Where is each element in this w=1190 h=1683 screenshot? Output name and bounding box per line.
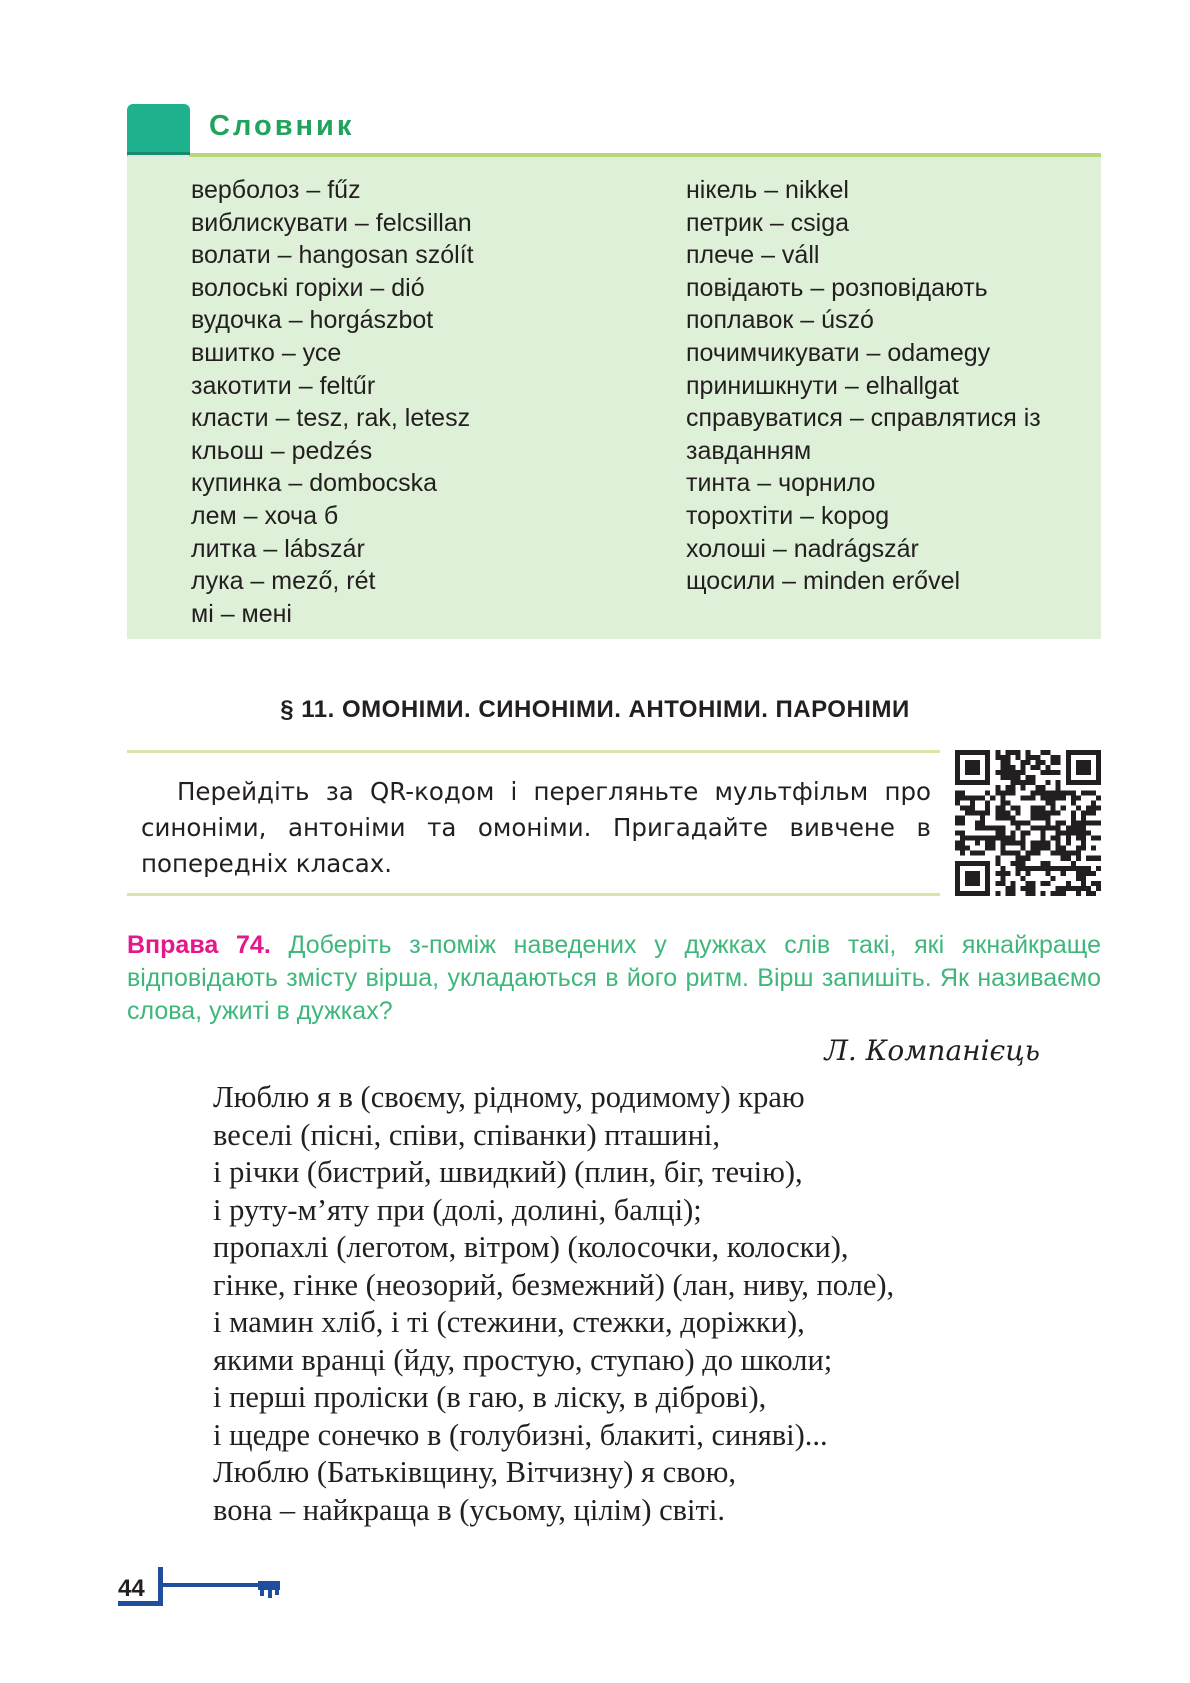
dictionary-entry: поплавок – úszó	[686, 306, 874, 335]
poem	[213, 1079, 894, 1529]
section-heading: § 11. ОМОНІМИ. СИНОНІМИ. АНТОНІМИ. ПАРОНІМИ	[280, 696, 910, 723]
dictionary-entry: завданням	[686, 436, 812, 465]
dictionary-entry: тинта – чорнило	[686, 469, 876, 498]
dictionary-entry: литка – lábszár	[191, 534, 365, 563]
poem-line: пропахлі (леготом, вітром) (колосочки, колоски),	[213, 1230, 849, 1264]
dictionary-entry: закотити – feltűr	[191, 371, 376, 400]
poem-author: Л. Компанієць	[824, 1034, 1040, 1067]
poem-line: якими вранці (йду, простую, ступаю) до школи;	[213, 1342, 833, 1377]
dictionary-entry: лем – хоча б	[191, 501, 339, 530]
poem-line: Люблю я в (своєму, рідному, родимому) краю	[213, 1080, 805, 1114]
dictionary-title: Словник	[209, 110, 355, 142]
qr-code-icon[interactable]	[955, 750, 1101, 896]
dictionary-entry: виблискувати – felcsillan	[191, 208, 472, 237]
dictionary-entry: мі – мені	[191, 599, 292, 628]
dictionary-right-column	[686, 174, 1041, 598]
dictionary-entry: плече – váll	[686, 241, 820, 270]
qr-block-top-rule	[127, 750, 940, 753]
poem-line: і річки (бистрий, швидкий) (плин, біг, течію),	[213, 1155, 803, 1189]
dictionary-entry: принишкнути – elhallgat	[686, 371, 959, 400]
dictionary-entry: класти – tesz, rak, letesz	[191, 404, 471, 433]
poem-line: вона – найкраща в (усьому, цілім) світі.	[213, 1492, 725, 1527]
qr-block-text: Перейдіть за QR-кодом і перегляньте мультфільм про синоніми, антоніми та омоніми. Пригадайте вивчене в попередніх класах.	[141, 777, 931, 878]
poem-line: гінке, гінке (неозорий, безмежний) (лан, ниву, поле),	[213, 1267, 895, 1302]
dictionary-entry: кльош – pedzés	[191, 436, 373, 465]
dictionary-entry: волати – hangosan szólít	[191, 241, 474, 270]
dictionary-entry: торохтіти – kopog	[686, 501, 890, 530]
poem-line: і щедре сонечко в (голубизні, блакиті, синяві)...	[213, 1417, 828, 1452]
exercise-instruction: Доберіть з-поміж наведених у дужках слів такі, які якнайкраще відповідають змісту вірша, укладаються в його ритм. Вірш запишіть. Як називаємо слова, ужиті в дужках?	[127, 931, 1101, 1025]
dictionary-entry: волоські горіхи – dió	[191, 273, 425, 302]
poem-line: веселі (пісні, співи, співанки) пташині,	[213, 1117, 721, 1152]
exercise-74	[127, 929, 1101, 1028]
dictionary-entry: лука – mező, rét	[191, 567, 376, 596]
qr-block-bottom-rule	[127, 893, 940, 896]
dictionary-entry: нікель – nikkel	[686, 176, 849, 204]
poem-line: Люблю (Батьківщину, Вітчизну) я свою,	[213, 1455, 737, 1489]
dictionary-entry: петрик – csiga	[686, 208, 850, 237]
page-number: 44	[118, 1575, 145, 1602]
dictionary-left-column	[191, 174, 474, 630]
poem-line: і мамин хліб, і ті (стежини, стежки, доріжки),	[213, 1305, 805, 1339]
dictionary-entry: купинка – dombocska	[191, 469, 438, 498]
poem-line: і руту-м’яту при (долі, долині, балці);	[213, 1192, 702, 1227]
dictionary-entry: почимчикувати – odamegy	[686, 338, 991, 367]
dictionary-entry: верболоз – fűz	[191, 176, 361, 204]
dictionary-entry: вшитко – усе	[191, 338, 342, 367]
dictionary-entry: справуватися – справлятися із	[686, 404, 1041, 433]
exercise-label: Вправа 74.	[127, 931, 271, 959]
poem-line: і перші проліски (в гаю, в ліску, в діброві),	[213, 1380, 767, 1414]
dictionary-entry: холоші – nadrágszár	[686, 534, 919, 563]
dictionary-entry: щосили – minden erővel	[686, 567, 961, 596]
dictionary-entry: повідають – розповідають	[686, 273, 988, 302]
dictionary-entry: вудочка – horgászbot	[191, 306, 434, 335]
